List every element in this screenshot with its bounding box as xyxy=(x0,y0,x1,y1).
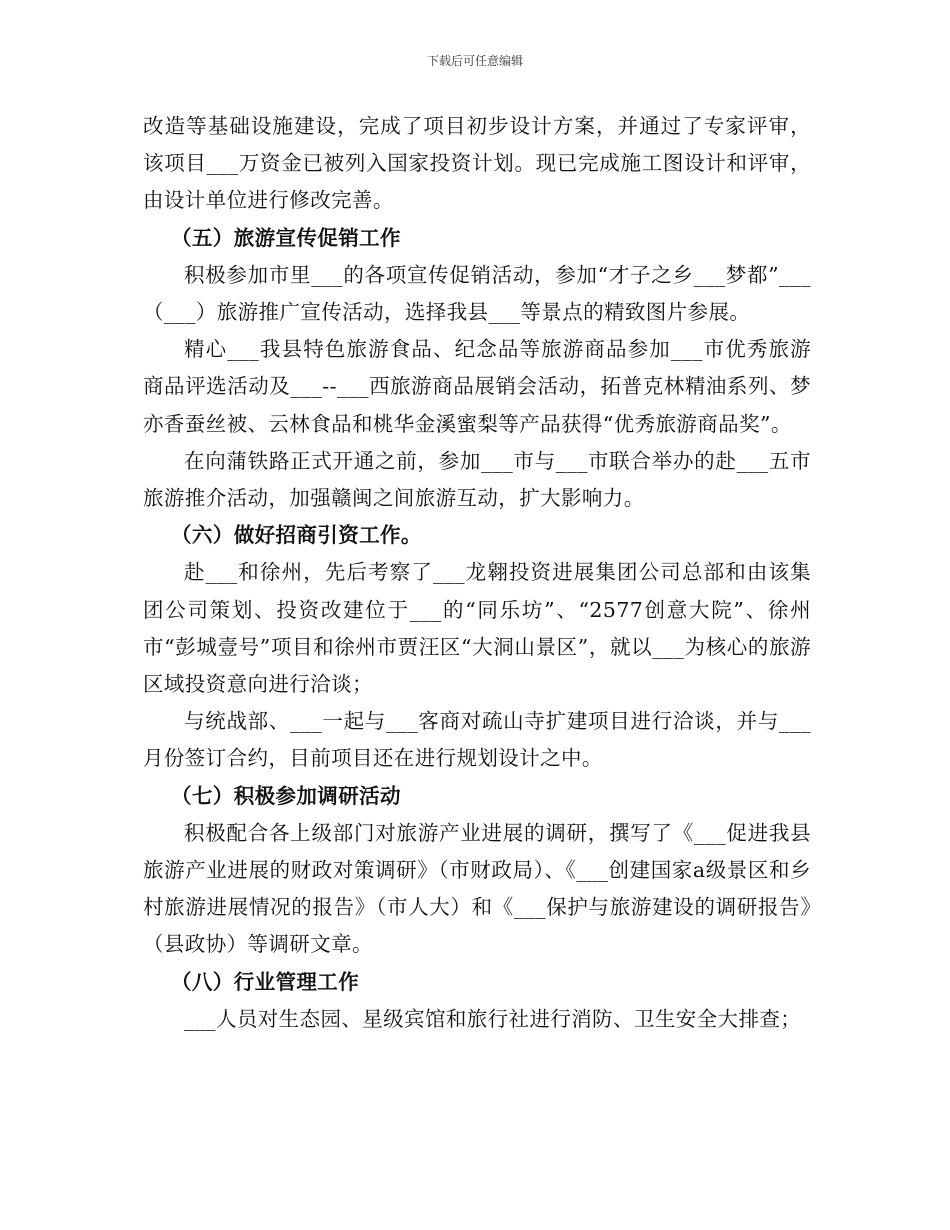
paragraph: 与统战部、___一起与___客商对疏山寺扩建项目进行洽谈，并与___月份签订合约，目前项目还在进行规划设计之中。 xyxy=(143,709,811,771)
paragraph: 积极配合各上级部门对旅游产业进展的调研，撰写了《___促进我县旅游产业进展的财政对策调研》（市财政局）、《___创建国家a级景区和乡村旅游进展情况的报告》（市人大）和《___保护与旅游建设的调研报告》（县政协）等调研文章。 xyxy=(143,820,811,957)
section-heading-7: （七）积极参加调研活动 xyxy=(171,783,401,808)
section-heading-5: （五）旅游宣传促销工作 xyxy=(171,225,401,250)
page-header-note: 下载后可任意编辑 xyxy=(426,54,523,68)
paragraph: 赴___和徐州，先后考察了___龙翱投资进展集团公司总部和由该集团公司策划、投资改建位于___的“同乐坊”、“2577创意大院”、徐州市“彭城壹号”项目和徐州市贾汪区“大洞山景区”，就以___为核心的旅游区域投资意向进行洽谈； xyxy=(143,560,811,697)
document-body xyxy=(143,108,811,1038)
paragraph: 在向蒲铁路正式开通之前，参加___市与___市联合举办的赴___五市旅游推介活动，加强赣闽之间旅游互动，扩大影响力。 xyxy=(143,448,811,511)
paragraph: 改造等基础设施建设，完成了项目初步设计方案，并通过了专家评审，该项目___万资金已被列入国家投资计划。现已完成施工图设计和评审，由设计单位进行修改完善。 xyxy=(143,114,811,213)
section-heading-6: （六）做好招商引资工作。 xyxy=(171,523,422,548)
paragraph: 精心___我县特色旅游食品、纪念品等旅游商品参加___市优秀旅游商品评选活动及___--___西旅游商品展销会活动，拓普克林精油系列、梦亦香蚕丝被、云林食品和桃华金溪蜜梨等产品获得“优秀旅游商品奖”。 xyxy=(143,337,811,436)
paragraph: ___人员对生态园、星级宾馆和旅行社进行消防、卫生安全大排查； xyxy=(184,1006,802,1031)
section-heading-8: （八）行业管理工作 xyxy=(171,969,360,994)
paragraph: 积极参加市里___的各项宣传促销活动，参加“才子之乡___梦都”___（___）旅游推广宣传活动，选择我县___等景点的精致图片参展。 xyxy=(143,262,811,325)
